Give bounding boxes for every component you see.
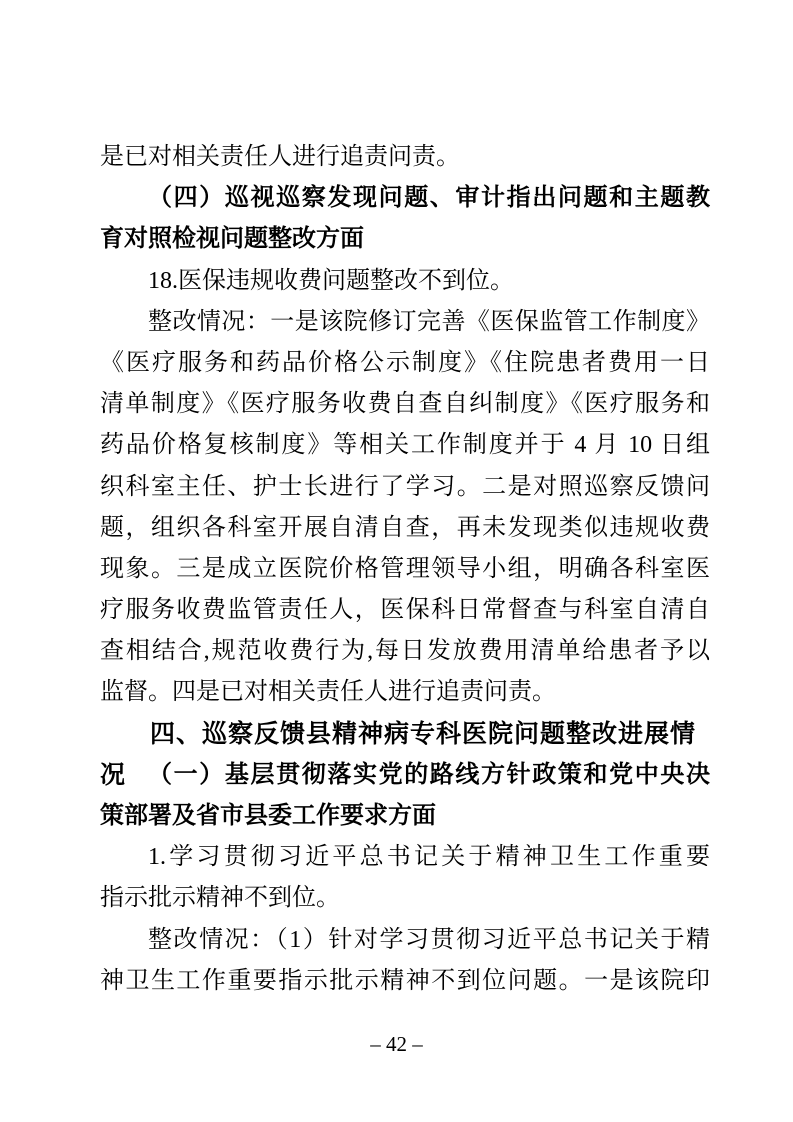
text-line: 整改情况：一是该院修订完善《医保监管工作制度》	[148, 308, 710, 335]
text-line: （一）基层贯彻落实党的路线方针政策和党中央决	[148, 761, 710, 788]
text-line: 四、巡察反馈县精神病专科医院问题整改进展情况	[100, 719, 697, 789]
text-line: 《医疗服务和药品价格公示制度》《住院患者费用一日	[100, 349, 710, 376]
text-line: 题，组织各科室开展自清自查，再未发现类似违规收费	[100, 514, 710, 541]
text-line: 现象。三是成立医院价格管理领导小组，明确各科室医	[100, 555, 710, 582]
text-line: 查相结合,规范收费行为,每日发放费用清单给患者予以	[100, 638, 710, 665]
text-line: 疗服务收费监管责任人，医保科日常督查与科室自清自	[100, 597, 710, 624]
text-line: 药品价格复核制度》等相关工作制度并于 4 月 10 日组	[100, 432, 710, 459]
text-line: 是已对相关责任人进行追责问责。	[100, 144, 460, 170]
text-block	[100, 137, 710, 1002]
page-number: – 42 –	[370, 1032, 423, 1056]
text-line: 整改情况：（1）针对学习贯彻习近平总书记关于精	[148, 926, 710, 953]
text-line: 1.学习贯彻习近平总书记关于精神卫生工作重要	[148, 844, 710, 871]
text-line: （四）巡视巡察发现问题、审计指出问题和主题教	[148, 185, 710, 212]
text-line: 清单制度》《医疗服务收费自查自纠制度》《医疗服务和	[100, 391, 710, 418]
text-line: 织科室主任、护士长进行了学习。二是对照巡察反馈问	[100, 473, 710, 500]
text-line: 策部署及省市县委工作要求方面	[100, 803, 436, 829]
text-line: 育对照检视问题整改方面	[100, 226, 364, 253]
text-line: 指示批示精神不到位。	[100, 885, 340, 912]
text-line: 神卫生工作重要指示批示精神不到位问题。一是该院印	[100, 967, 710, 994]
text-line: 18.医保违规收费问题整改不到位。	[148, 267, 514, 294]
text-line: 监督。四是已对相关责任人进行追责问责。	[100, 679, 556, 706]
